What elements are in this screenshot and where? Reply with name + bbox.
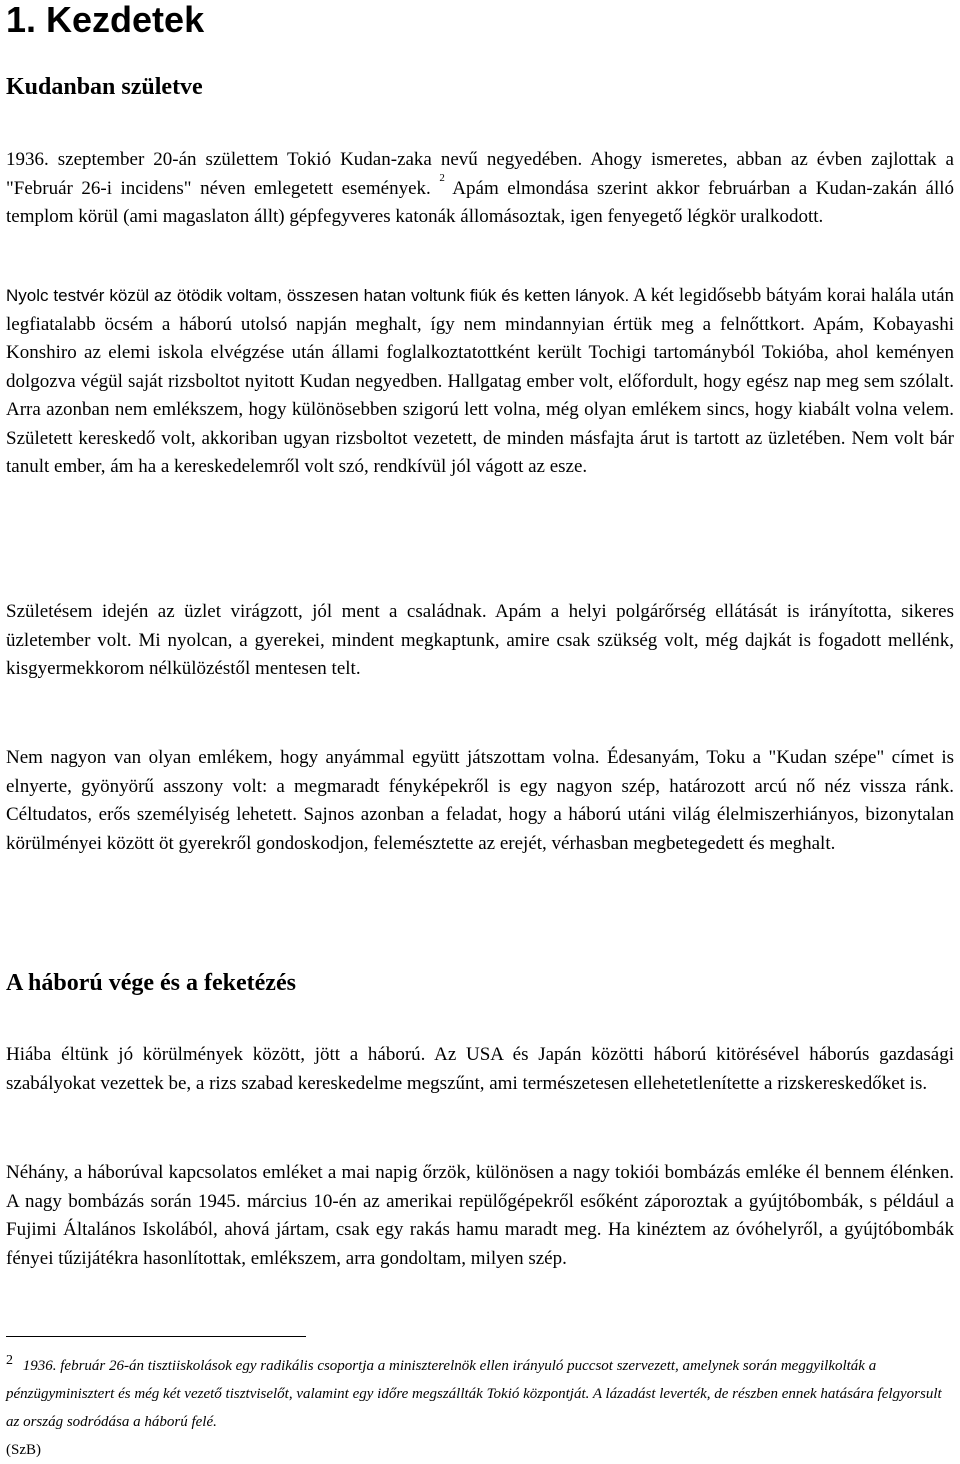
paragraph-prosperity: Születésem idején az üzlet virágzott, jól ment a családnak. Apám a helyi polgárőrség ellátását is irányította, sikeres üzletember volt. Mi nyolcan, a gyerekei, mindent megkaptunk, amire csak szükség volt, még dajkát is fogadott mellénk, kisgyermekkorom nélkülözéstől mentesen telt. [6,601,954,679]
paragraph-mother: Nem nagyon van olyan emlékem, hogy anyámmal együtt játszottam volna. Édesanyám, Toku a "Kudan szépe" címet is elnyerte, gyönyörű asszony volt: a megmaradt fényképekről is egy nagyon szép, határozott arcú nő néz vissza ránk. Céltudatos, erős személyiség lehetett. Sajnos azonban a feladat, hogy a háború utáni világ élelmiszerhiányos, bizonytalan körülményei között öt gyerekről gondoskodjon, felemésztette az erejét, vérhasban megbetegedett és meghalt. [6,747,954,854]
paragraph-family-text-b: A két legidősebb bátyám korai halála után legfiatalabb öcsém a háború utolsó napján meghalt, így nem mindannyian értük meg a felnőttkort. Apám, Kobayashi Konshiro az elemi iskola elvégzése után állami foglalkoztatottként került Tochigi tartományból Tokióba, ahol keményen dolgozva végül saját rizsboltot nyitott Kudan negyedben. Hallgatag ember volt, előfordult, hogy egész nap meg sem szólalt. Arra azonban nem emlékszem, hogy különösebben szigorú lett volna, még olyan emlékem sincs, hogy kiabált volna velem. Született kereskedő volt, akkoriban ugyan rizsboltot vezetett, de minden másfajta árut is tartott az üzletében. Nem volt bár tanult ember, ám ha a kereskedelemről volt szó, rendkívül jól vágott az esze. [6,285,955,477]
section-title-born-in-kudan: Kudanban születve [6,74,203,100]
paragraph-family-text-a: Nyolc testvér közül az ötödik voltam, összesen hatan voltunk fiúk és ketten lányok. [6,286,630,305]
section-title-war-end: A háború vége és a feketézés [6,970,296,996]
paragraph-birth-text-b: Apám elmondása szerint akkor februárban a Kudan-zakán álló templom körül (ami magaslaton állt) gépfegyveres katonák állomásoztak, igen fenyegető légkör uralkodott. [6,177,955,227]
footnote-number: 2 [6,1353,13,1368]
paragraph-family [6,282,954,482]
footnote-signature: (SzB) [6,1442,41,1458]
footnote [6,1352,954,1464]
paragraph-war-begins: Hiába éltünk jó körülmények között, jött a háború. Az USA és Japán közötti háború kitörésével háborús gazdasági szabályokat vezettek be, a rizs szabad kereskedelme megszűnt, ami természetesen ellehetetlenítette a rizskereskedőket is. [6,1044,954,1094]
paragraph-birth-text-a: 1936. szeptember 20-án születtem Tokió Kudan-zaka nevű negyedében. Ahogy ismeretes, abban az évben zajlottak a "Február 26-i incidens" néven emlegetett események. [6,149,954,199]
footnote-text: 1936. február 26-án tisztiiskolások egy radikális csoportja a miniszterelnök ellen irányuló puccsot szervezett, amelynek során meggyilkolták a pénzügyminisztert és még két vezető tisztviselőt, valamint egy időre megszállták Tokió központját. A lázadást leverték, de részben ennek hatására felgyorsult az ország sodródása a háború felé. [6,1358,942,1430]
paragraph-bombing: Néhány, a háborúval kapcsolatos emléket a mai napig őrzök, különösen a nagy tokiói bombázás emléke él bennem élénken. A nagy bombázás során 1945. március 10-én az amerikai repülőgépekről esőként záporoztak a gyújtóbombák, s például a Fujimi Általános Iskolából, ahová jártam, csak egy rakás hamu maradt meg. Ha kinéztem az óvóhelyről, a gyújtóbombák fényei tűzijátékra hasonlítottak, emlékszem, arra gondoltam, milyen szép. [6,1162,954,1269]
chapter-title: 1. Kezdetek [6,0,205,40]
paragraph-birth [6,146,954,232]
footnote-reference[interactable]: 2 [439,171,445,184]
footnote-separator [6,1336,306,1337]
